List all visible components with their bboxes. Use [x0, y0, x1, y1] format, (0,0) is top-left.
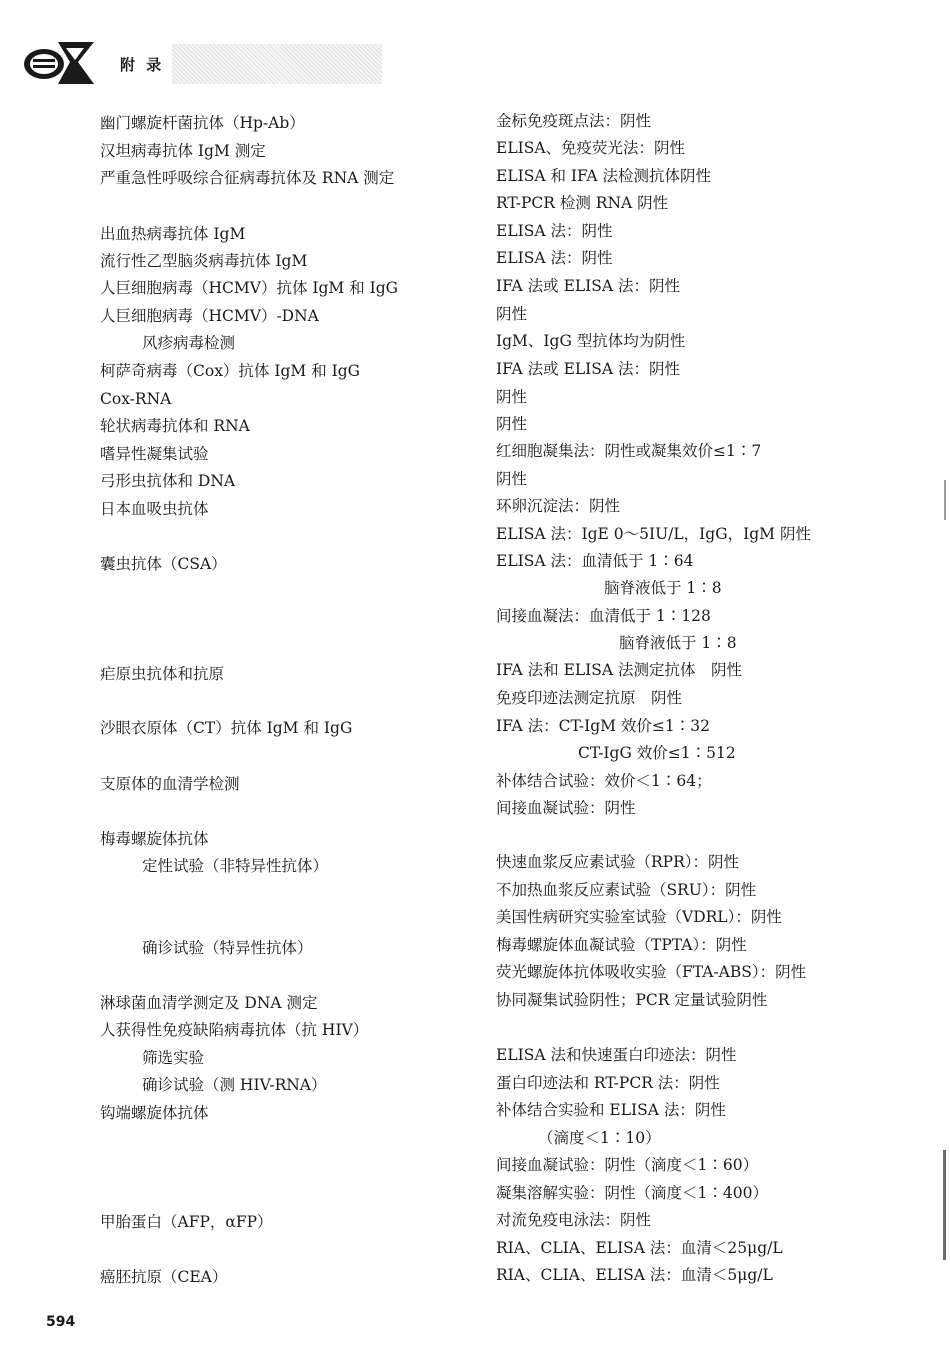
page-number: 594 [46, 1314, 76, 1330]
reference-value: 对流免疫电泳法：阴性 [496, 1211, 652, 1229]
reference-value: IFA 法：CT-IgM 效价≤1∶32 [496, 717, 711, 735]
reference-value: 阴性 [496, 305, 528, 323]
test-item: 日本血吸虫抗体 [100, 500, 209, 518]
reference-value: 蛋白印迹法和 RT-PCR 法：阴性 [496, 1074, 720, 1092]
publisher-logo-icon [22, 40, 96, 86]
test-item: Cox-RNA [100, 390, 172, 408]
reference-value: ELISA 法和快速蛋白印迹法：阴性 [496, 1046, 737, 1064]
reference-value: （滴度＜1∶10） [538, 1129, 661, 1147]
test-item: 嗜异性凝集试验 [100, 445, 209, 463]
test-item: 确诊试验（特异性抗体） [142, 939, 313, 957]
scan-edge-mark [944, 480, 946, 520]
reference-value: 环卵沉淀法：阴性 [496, 497, 621, 515]
reference-value: 美国性病研究实验室试验（VDRL）：阴性 [496, 908, 782, 926]
test-item: 人获得性免疫缺陷病毒抗体（抗 HIV） [100, 1021, 369, 1039]
page-header [22, 38, 422, 88]
test-item: 淋球菌血清学测定及 DNA 测定 [100, 994, 318, 1012]
reference-value: 不加热血浆反应素试验（SRU）：阴性 [496, 881, 757, 899]
test-item: 筛选实验 [142, 1049, 205, 1067]
reference-value: IFA 法或 ELISA 法：阴性 [496, 277, 681, 295]
test-item: 定性试验（非特异性抗体） [142, 857, 329, 875]
test-item: 钩端螺旋体抗体 [100, 1104, 209, 1122]
test-item: 沙眼衣原体（CT）抗体 IgM 和 IgG [100, 719, 353, 737]
reference-value: ELISA、免疫荧光法：阴性 [496, 139, 686, 157]
reference-value: 阴性 [496, 388, 528, 406]
reference-value: 阴性 [496, 470, 528, 488]
test-item: 风疹病毒检测 [142, 334, 236, 352]
test-item: 疟原虫抗体和抗原 [100, 665, 225, 683]
test-item: 轮状病毒抗体和 RNA [100, 417, 250, 435]
reference-value: CT-IgG 效价≤1∶512 [578, 744, 736, 762]
reference-value: 梅毒螺旋体血凝试验（TPTA）：阴性 [496, 936, 747, 954]
section-title: 附 录 [120, 56, 165, 74]
reference-value: 补体结合试验：效价＜1∶64； [496, 772, 712, 790]
scan-edge-mark [943, 1150, 946, 1260]
test-item: 确诊试验（测 HIV-RNA） [142, 1076, 327, 1094]
test-item: 幽门螺旋杆菌抗体（Hp-Ab） [100, 114, 305, 132]
reference-value: 间接血凝试验：阴性 [496, 799, 636, 817]
reference-value: 间接血凝法：血清低于 1∶128 [496, 607, 711, 625]
reference-value: 补体结合实验和 ELISA 法：阴性 [496, 1101, 726, 1119]
test-item: 囊虫抗体（CSA） [100, 555, 227, 573]
test-item: 人巨细胞病毒（HCMV）抗体 IgM 和 IgG [100, 279, 399, 297]
reference-value: RIA、CLIA、ELISA 法：血清＜5μg/L [496, 1266, 773, 1284]
reference-value: ELISA 法：血清低于 1∶64 [496, 552, 694, 570]
reference-value: 间接血凝试验：阴性（滴度＜1∶60） [496, 1156, 759, 1174]
reference-value: RIA、CLIA、ELISA 法：血清＜25μg/L [496, 1239, 783, 1257]
test-item: 出血热病毒抗体 IgM [100, 225, 246, 243]
reference-value: 凝集溶解实验：阴性（滴度＜1∶400） [496, 1184, 768, 1202]
test-item: 支原体的血清学检测 [100, 775, 240, 793]
test-item: 弓形虫抗体和 DNA [100, 472, 236, 490]
reference-value: 协同凝集试验阴性；PCR 定量试验阴性 [496, 991, 768, 1009]
reference-value: 阴性 [496, 415, 528, 433]
reference-value: 红细胞凝集法：阴性或凝集效价≤1∶7 [496, 442, 762, 460]
reference-value: ELISA 法：阴性 [496, 222, 613, 240]
reference-value: 荧光螺旋体抗体吸收实验（FTA-ABS）：阴性 [496, 963, 807, 981]
reference-value: ELISA 法：阴性 [496, 249, 613, 267]
test-item: 癌胚抗原（CEA） [100, 1268, 228, 1286]
reference-value: IFA 法和 ELISA 法测定抗体 阴性 [496, 661, 743, 679]
test-item: 梅毒螺旋体抗体 [100, 830, 209, 848]
reference-value: ELISA 和 IFA 法检测抗体阴性 [496, 167, 712, 185]
reference-value: 免疫印迹法测定抗原 阴性 [496, 689, 683, 707]
reference-value: 脑脊液低于 1∶8 [604, 579, 722, 597]
test-item: 甲胎蛋白（AFP，αFP） [100, 1213, 273, 1231]
reference-value: 快速血浆反应素试验（RPR）：阴性 [496, 853, 740, 871]
reference-value: ELISA 法：IgE 0～5IU/L，IgG，IgM 阴性 [496, 525, 811, 543]
reference-value: IgM、IgG 型抗体均为阴性 [496, 332, 686, 350]
header-texture [172, 44, 382, 84]
test-item: 严重急性呼吸综合征病毒抗体及 RNA 测定 [100, 169, 395, 187]
test-item: 流行性乙型脑炎病毒抗体 IgM [100, 252, 308, 270]
reference-value: IFA 法或 ELISA 法：阴性 [496, 360, 681, 378]
test-item: 汉坦病毒抗体 IgM 测定 [100, 142, 266, 160]
test-item: 人巨细胞病毒（HCMV）-DNA [100, 307, 319, 325]
reference-value: RT-PCR 检测 RNA 阴性 [496, 194, 669, 212]
test-item: 柯萨奇病毒（Cox）抗体 IgM 和 IgG [100, 362, 361, 380]
reference-value: 脑脊液低于 1∶8 [619, 634, 737, 652]
reference-value: 金标免疫斑点法：阴性 [496, 112, 652, 130]
